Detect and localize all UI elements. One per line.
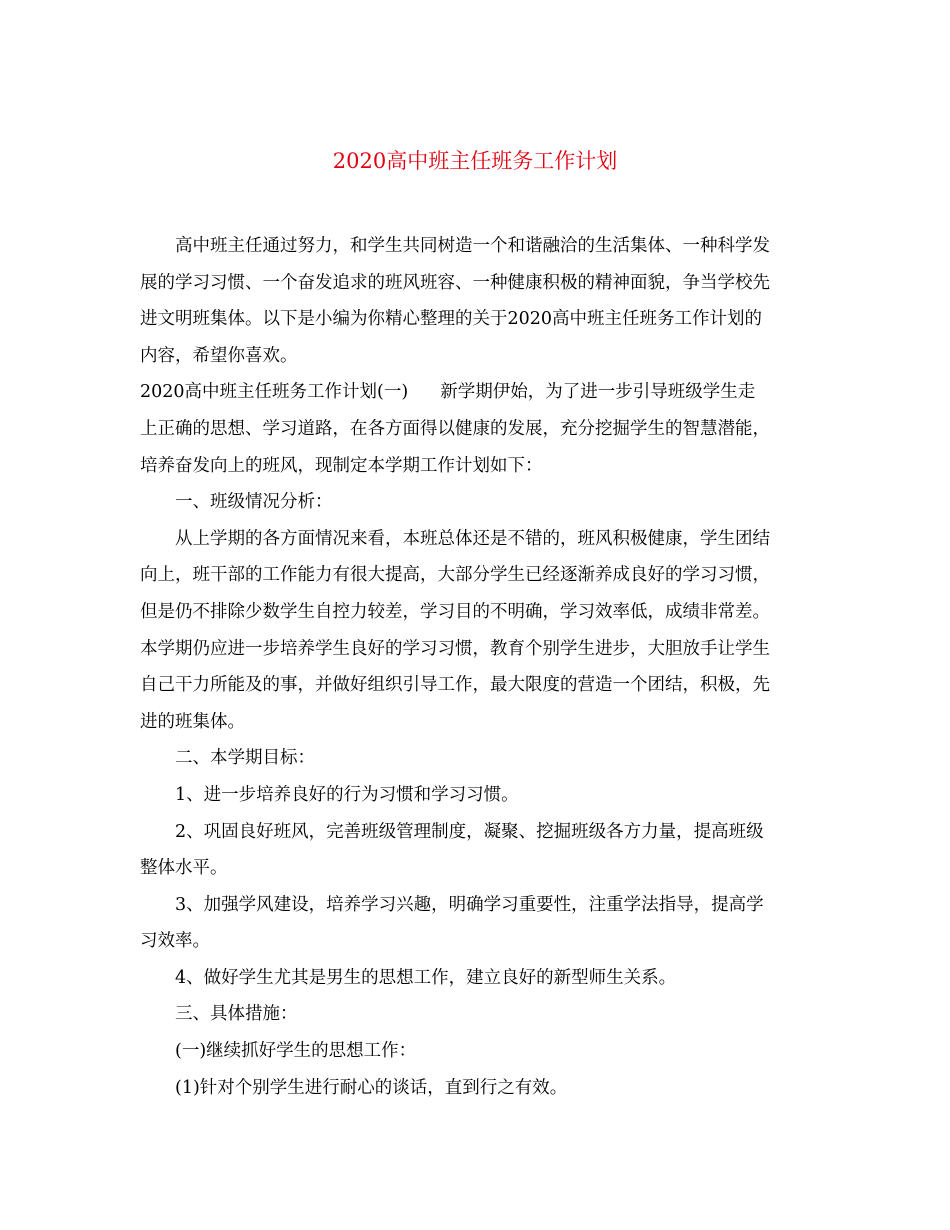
list-item: 2、巩固良好班风，完善班级管理制度，凝聚、挖掘班级各方力量，提高班级 [175, 821, 764, 842]
paragraph-line: 但是仍不排除少数学生自控力较差，学习目的不明确，学习效率低，成绩非常差。 [140, 601, 770, 622]
paragraph-line: 进的班集体。 [140, 711, 245, 732]
section-heading: 三、具体措施： [175, 1004, 298, 1025]
paragraph-line: 进文明班集体。以下是小编为你精心整理的关于2020高中班主任班务工作计划的 [140, 309, 763, 330]
list-item: 4、做好学生尤其是男生的思想工作，建立良好的新型师生关系。 [175, 967, 677, 988]
subsection-heading: (一)继续抓好学生的思想工作： [175, 1041, 417, 1062]
plan-heading: 2020高中班主任班务工作计划(一) [140, 382, 409, 403]
paragraph-line: 内容，希望你喜欢。 [140, 345, 298, 366]
paragraph-line: 本学期仍应进一步培养学生良好的学习习惯，教育个别学生进步，大胆放手让学生 [140, 638, 770, 659]
list-item: 1、进一步培养良好的行为习惯和学习习惯。 [175, 784, 519, 805]
paragraph-line: 从上学期的各方面情况来看，本班总体还是不错的，班风积极健康，学生团结 [175, 528, 770, 549]
document-body [140, 228, 812, 1106]
list-item: (1)针对个别学生进行耐心的谈话，直到行之有效。 [175, 1077, 568, 1098]
document-title: 2020高中班主任班务工作计划 [332, 149, 618, 173]
paragraph-line: 自己干力所能及的事，并做好组织引导工作，最大限度的营造一个团结，积极，先 [140, 675, 770, 696]
section-heading: 二、本学期目标： [175, 748, 315, 769]
paragraph-line: 习效率。 [140, 931, 210, 952]
paragraph-line: 高中班主任通过努力，和学生共同树造一个和谐融洽的生活集体、一种科学发 [175, 236, 770, 256]
paragraph-line: 培养奋发向上的班风，现制定本学期工作计划如下： [140, 455, 543, 476]
paragraph-line: 上正确的思想、学习道路，在各方面得以健康的发展，充分挖掘学生的智慧潜能， [140, 418, 770, 439]
plan-heading-line [140, 374, 812, 411]
paragraph-line: 新学期伊始，为了进一步引导班级学生走 [440, 382, 756, 403]
list-item: 3、加强学风建设，培养学习兴趣，明确学习重要性，注重学法指导，提高学 [175, 894, 764, 915]
paragraph-line: 整体水平。 [140, 858, 228, 879]
paragraph-line: 向上，班干部的工作能力有很大提高，大部分学生已经逐渐养成良好的学习习惯， [140, 565, 770, 586]
section-heading: 一、班级情况分析： [175, 492, 333, 513]
paragraph-line: 展的学习习惯、一个奋发追求的班风班容、一种健康积极的精神面貌，争当学校先 [140, 272, 770, 293]
